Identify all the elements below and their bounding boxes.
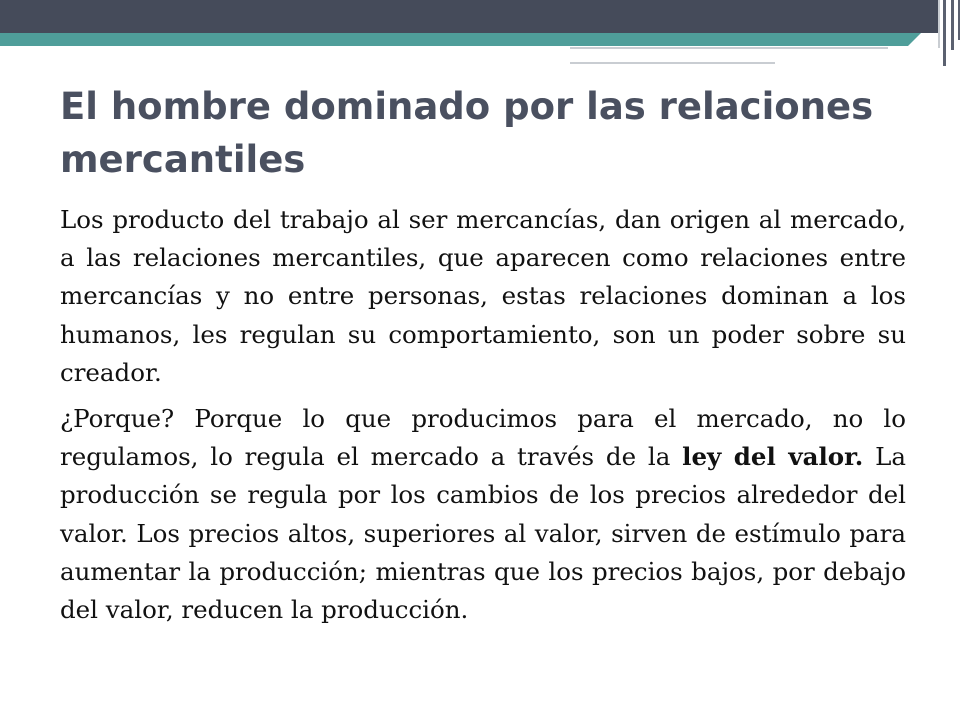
paragraph-2-start: ¿Porque? Porque lo que producimos para el mercado, no lo regulamos, lo regula el mercado a través de la [60, 404, 906, 472]
header-band-teal [0, 33, 908, 46]
paragraph-2 [60, 400, 906, 629]
decorative-line [570, 47, 888, 49]
paragraph-1: Los producto del trabajo al ser mercancías, dan origen al mercado, a las relaciones mercantiles, que aparecen como relaciones entre mercancías y no entre personas, estas relaciones dominan a los humanos, les regulan su comportamiento, son un poder sobre su creador. [60, 205, 906, 387]
paragraph-2-end: La producción se regula por los cambios de los precios alrededor del valor. Los precios altos, superiores al valor, sirven de estímulo para aumentar la producción; mientras que los precios bajos, por debajo del valor, reducen la producción. [60, 442, 906, 625]
header-band-teal-tip [908, 33, 921, 46]
slide-title: El hombre dominado por las relaciones mercantiles [60, 85, 874, 181]
decorative-line [570, 62, 775, 64]
decorative-vertical-line [951, 0, 954, 50]
decorative-vertical-line [943, 0, 946, 66]
slide-body [60, 201, 906, 629]
header-band-dark [0, 0, 938, 33]
decorative-vertical-line [938, 0, 940, 48]
paragraph-2-bold-term: ley del valor. [682, 442, 864, 472]
